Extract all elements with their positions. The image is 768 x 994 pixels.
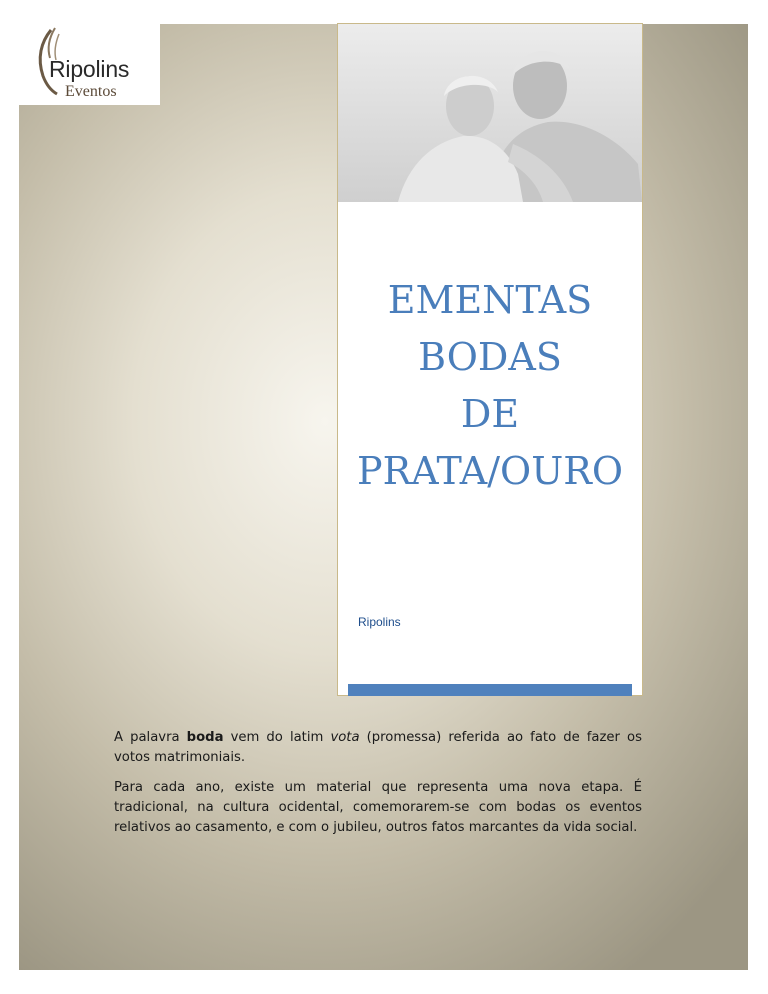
text-run: A palavra xyxy=(114,730,187,745)
cover-title xyxy=(338,272,642,500)
bold-term: boda xyxy=(186,730,224,745)
elderly-couple-photo xyxy=(338,24,642,202)
text-run: (promessa) referida ao fato de fazer os votos matrimoniais. xyxy=(114,730,642,765)
couple-illustration xyxy=(338,24,642,202)
text-run: vem do latim xyxy=(223,730,331,745)
cover-author: Ripolins xyxy=(358,615,401,629)
title-line: EMENTAS xyxy=(387,278,593,322)
ripolins-logo xyxy=(19,24,160,105)
title-line: BODAS xyxy=(418,335,562,379)
italic-term: vota xyxy=(330,730,360,745)
logo-subtitle: Eventos xyxy=(65,83,117,100)
intro-text xyxy=(114,728,642,848)
accent-bar xyxy=(348,684,632,696)
title-line: DE xyxy=(460,392,520,436)
paragraph xyxy=(114,728,642,768)
title-line: PRATA/OURO xyxy=(357,449,623,493)
paragraph: Para cada ano, existe um material que representa uma nova etapa. É tradicional, na cultura ocidental, comemorarem-se com bodas os eventos relativos ao casamento, e com o jubileu, outros fatos marcantes da vida social. xyxy=(114,780,642,835)
logo-name: Ripolins xyxy=(49,56,130,82)
cover-panel xyxy=(337,23,643,696)
